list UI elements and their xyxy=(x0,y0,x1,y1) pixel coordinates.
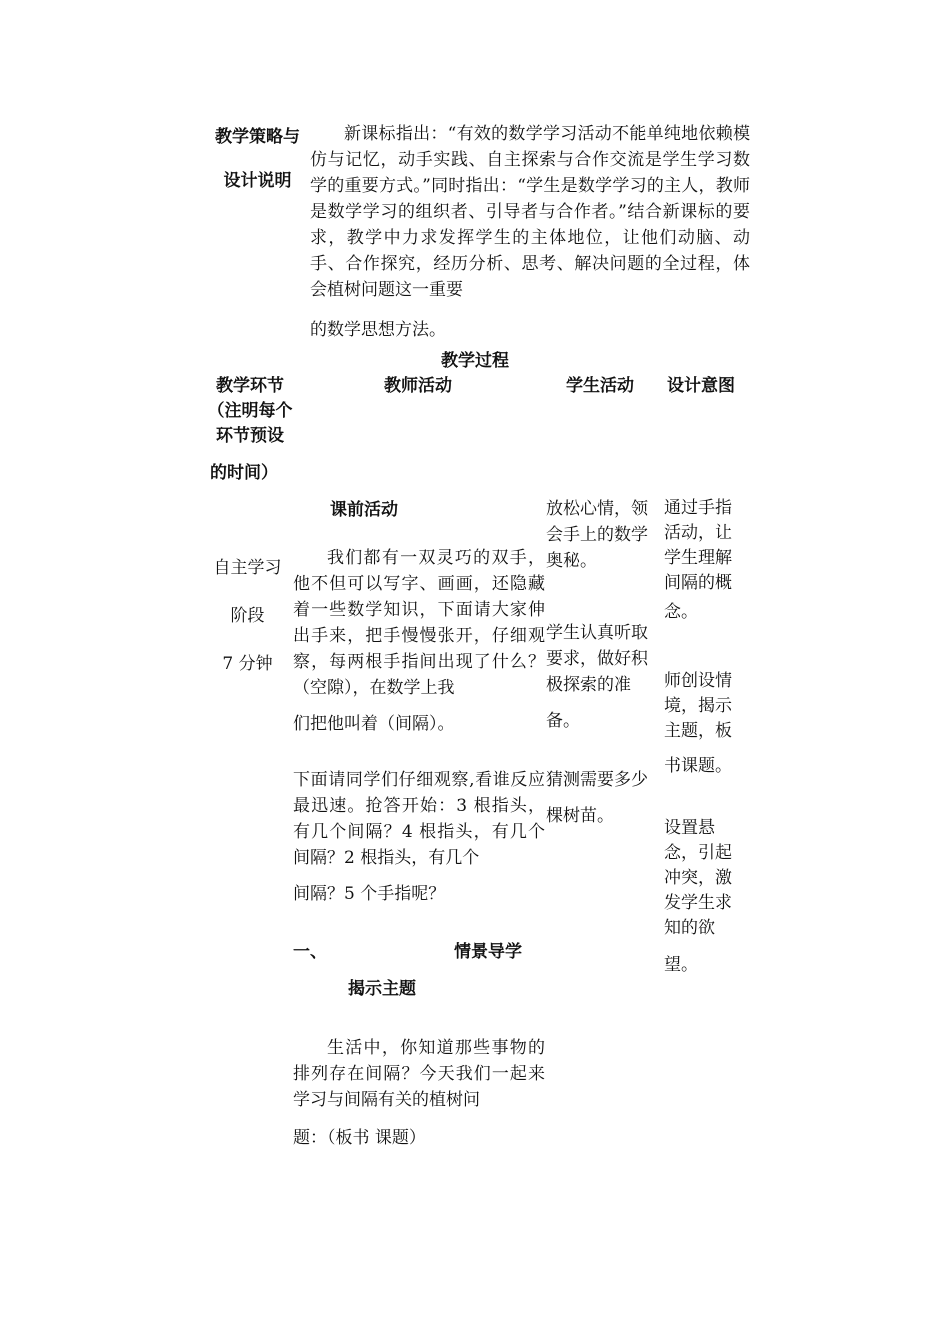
student-text1b: 奥秘。 xyxy=(546,551,597,571)
process-title: 教学过程 xyxy=(441,351,509,371)
intent-text2a: 师创设情境，揭示主题，板 xyxy=(664,671,732,741)
header-student: 学生活动 xyxy=(566,376,634,396)
header-stage-line4: 的时间） xyxy=(210,463,278,483)
section-subtitle: 揭示主题 xyxy=(348,979,416,999)
stage-line2: 阶段 xyxy=(230,606,265,626)
intent-text3b: 望。 xyxy=(664,955,698,975)
strategy-paragraph-end: 的数学思想方法。 xyxy=(310,320,446,340)
student-text1a: 放松心情，领会手上的数学 xyxy=(546,499,648,545)
intent-text1b: 念。 xyxy=(664,602,698,622)
teacher-para3-text: 生活中，你知道那些事物的排列存在间隔？今天我们一起来学习与间隔有关的植树问 xyxy=(293,1038,545,1110)
student-activity-1 xyxy=(546,496,662,574)
header-stage-line2: （注明每个 xyxy=(207,401,293,421)
student-text3b: 棵树苗。 xyxy=(546,806,614,826)
student-text2b: 备。 xyxy=(546,711,580,731)
student-text3a: 猜测需要多少 xyxy=(546,770,648,790)
stage-cell xyxy=(200,544,295,688)
teacher-para2-text: 下面请同学们仔细观察,看谁反应最迅速。抢答开始：3 根指头，有几个间隔？4 根指头，有几个间隔？2 根指头，有几个 xyxy=(293,770,545,868)
intent-text1a: 通过手指活动，让学生理解间隔的概 xyxy=(664,498,732,593)
teacher-para1-end: 们把他叫着（间隔）。 xyxy=(293,714,455,734)
strategy-label-line1: 教学策略与 xyxy=(215,127,300,147)
intent-text3a: 设置悬念，引起冲突，激发学生求知的欲 xyxy=(664,818,732,938)
strategy-label-line2: 设计说明 xyxy=(223,171,292,191)
header-stage-line1: 教学环节 xyxy=(216,376,284,396)
header-intent: 设计意图 xyxy=(667,376,735,396)
stage-line3: 7 分钟 xyxy=(222,654,273,674)
teacher-paragraph-2 xyxy=(293,767,545,907)
teacher-paragraph-1 xyxy=(293,545,545,737)
student-activity-2 xyxy=(546,620,662,734)
intent-1 xyxy=(664,496,748,625)
intent-3 xyxy=(664,816,748,978)
student-text2a: 学生认真听取要求，做好积极探索的准 xyxy=(546,623,648,695)
header-teacher: 教师活动 xyxy=(384,376,452,396)
section-number: 一、 xyxy=(293,942,327,962)
teacher-para1-text: 我们都有一双灵巧的双手，他不但可以写字、画画，还隐藏着一些数学知识，下面请大家伸出手来，把手慢慢张开，仔细观察，每两根手指间出现了什么？（空隙），在数学上我 xyxy=(293,548,545,698)
strategy-paragraph: 新课标指出：“有效的数学学习活动不能单纯地依赖模仿与记忆，动手实践、自主探索与合作交流是学生学习数学的重要方式。”同时指出：“学生是数学学习的主人，教师是数学学习的组织者、引导者与合作者。”结合新课标的要求，教学中力求发挥学生的主体地位，让他们动脑、动手、合作探究，经历分析、思考、解决问题的全过程，体会植树问题这一重要 xyxy=(310,124,750,300)
strategy-label xyxy=(205,115,310,203)
strategy-text xyxy=(310,121,750,343)
teacher-para2-end: 间隔？5 个手指呢？ xyxy=(293,884,446,904)
teacher-para3-end: 题：（板书 课题） xyxy=(293,1128,426,1148)
stage-line1: 自主学习 xyxy=(213,558,282,578)
section-title: 情景导学 xyxy=(454,942,522,962)
intent-2 xyxy=(664,669,748,779)
intent-text2b: 书课题。 xyxy=(664,756,732,776)
student-activity-3 xyxy=(546,767,662,829)
teacher-paragraph-3 xyxy=(293,1035,545,1151)
header-stage-line3: 环节预设 xyxy=(216,426,284,446)
header-stage xyxy=(200,374,300,486)
pre-activity-title: 课前活动 xyxy=(330,500,398,520)
